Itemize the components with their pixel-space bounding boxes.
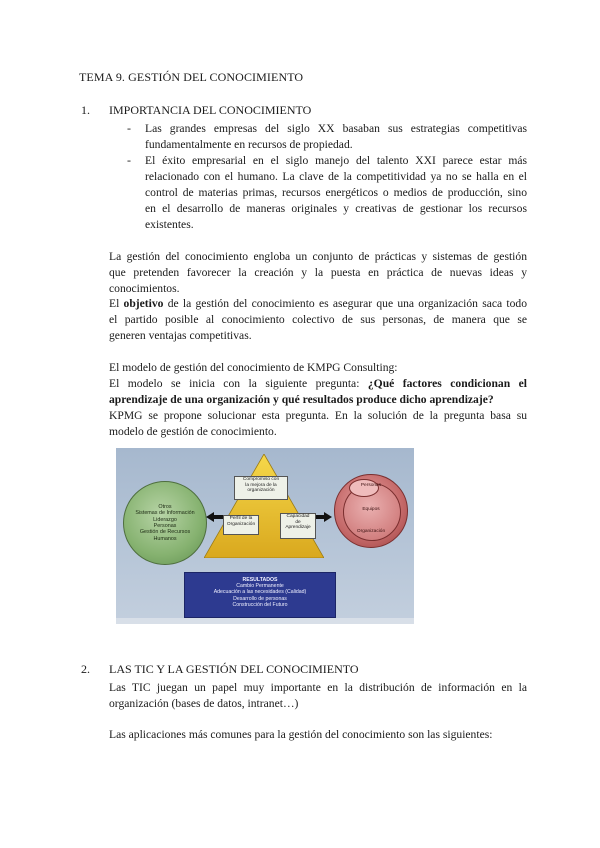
pyramid-left-label: Organización bbox=[226, 521, 256, 527]
figure-strip bbox=[116, 618, 414, 624]
results-item: Construcción del Futuro bbox=[232, 601, 288, 608]
kpmg-model-diagram bbox=[116, 448, 414, 624]
paragraph-tic bbox=[109, 680, 527, 712]
right-circle-label: Personas bbox=[360, 483, 382, 488]
bullet-2-line: en el desarrollo de maneras originales y creativas de gestionar los recursos bbox=[145, 202, 527, 215]
text-span: El bbox=[109, 297, 124, 310]
paragraph-kpmg-model bbox=[109, 360, 527, 440]
paragraph-line: conocimientos. bbox=[109, 282, 180, 295]
paragraph-line: modelo de gestión de conocimiento. bbox=[109, 425, 277, 438]
pyramid-top-label: Compromiso con bbox=[242, 477, 280, 482]
pyramid-right-label: de bbox=[295, 519, 301, 525]
paragraph-line: El modelo de gestión del conocimiento de KMPG Consulting: bbox=[109, 361, 398, 374]
section-1-number: 1. bbox=[81, 103, 90, 117]
paragraph-line: organización (bases de datos, intranet…) bbox=[109, 697, 299, 710]
paragraph-line: La gestión del conocimiento engloba un conjunto de prácticas y sistemas de gestión bbox=[109, 250, 527, 263]
paragraph-definition bbox=[109, 249, 527, 297]
bold-question-line: aprendizaje de una organización y qué resultados produce dicho aprendizaje? bbox=[109, 393, 494, 406]
right-circle-label: Organización bbox=[356, 529, 386, 534]
left-circle-label: Personas bbox=[153, 523, 177, 529]
results-box bbox=[184, 572, 336, 618]
section-2-number: 2. bbox=[81, 662, 90, 676]
bullet-dash: - bbox=[127, 153, 131, 167]
paragraph-line: Las TIC juegan un papel muy importante en la distribución de información en la bbox=[109, 681, 527, 694]
bullet-dash: - bbox=[127, 121, 131, 135]
results-item: Adecuación a las necesidades (Calidad) bbox=[213, 589, 307, 596]
bullet-1-text bbox=[145, 121, 527, 153]
paragraph-line bbox=[109, 296, 527, 312]
left-circle-label: Sistemas de Información bbox=[135, 510, 195, 517]
right-circle-ring bbox=[349, 479, 379, 497]
left-circle-label: Liderazgo bbox=[153, 516, 177, 523]
results-item: Cambio Permanente bbox=[236, 583, 284, 590]
paragraph-line: generen ventajas competitivas. bbox=[109, 329, 252, 342]
right-circle-label: Equipos bbox=[362, 507, 380, 512]
bullet-2-text bbox=[145, 153, 527, 233]
section-1-title: IMPORTANCIA DEL CONOCIMIENTO bbox=[109, 103, 312, 117]
left-circle-factors bbox=[123, 481, 207, 565]
pyramid-left-box bbox=[223, 515, 259, 535]
pyramid-right-label: Aprendizaje bbox=[285, 525, 311, 530]
bold-term-objetivo: objetivo bbox=[123, 297, 164, 310]
page-title: TEMA 9. GESTIÓN DEL CONOCIMIENTO bbox=[79, 70, 304, 84]
arrow-left-icon bbox=[206, 512, 214, 522]
pyramid-top-label: organización bbox=[247, 488, 275, 493]
left-circle-label: Humanos bbox=[153, 535, 177, 542]
paragraph-line: KPMG se propone solucionar esta pregunta. En la solución de la pregunta basa su bbox=[109, 409, 527, 422]
left-circle-label: Otros bbox=[158, 503, 172, 510]
pyramid-left-label: Perfil de la bbox=[229, 516, 253, 521]
results-item: Desarrollo de personas bbox=[233, 595, 287, 602]
bullet-2-line: relacionado con el humano. La clave de la competitividad ya no se halla en el bbox=[145, 170, 527, 183]
bullet-2-line: existentes. bbox=[145, 218, 194, 231]
paragraph-line: que pretenden favorecer la creación y la puesta en práctica de nuevas ideas y bbox=[109, 266, 527, 279]
section-2-title: LAS TIC Y LA GESTIÓN DEL CONOCIMIENTO bbox=[109, 662, 359, 676]
pyramid-top-box bbox=[234, 476, 288, 500]
paragraph-applications: Las aplicaciones más comunes para la gestión del conocimiento son las siguientes: bbox=[109, 728, 493, 741]
bold-question: ¿Qué factores condicionan el bbox=[367, 377, 527, 390]
results-heading: RESULTADOS bbox=[242, 577, 278, 583]
bullet-2-line: control de materias primas, recursos energéticos o medios de producción, sino bbox=[145, 186, 527, 199]
pyramid-right-label: Capacidad bbox=[286, 514, 310, 519]
bullet-2-line: El éxito empresarial en el siglo manejo del talento XXI parece estar más bbox=[145, 154, 527, 167]
pyramid-top-label: la mejora de la bbox=[245, 482, 277, 488]
pyramid-shape bbox=[204, 454, 324, 558]
paragraph-objective bbox=[109, 296, 527, 344]
pyramid-right-box bbox=[280, 513, 316, 539]
text-span: El modelo se inicia con la siguiente pregunta: bbox=[109, 377, 368, 390]
bullet-1-line: fundamentalmente en recursos de propiedad. bbox=[145, 138, 353, 151]
text-span: de la gestión del conocimiento es asegurar que una organización saca todo bbox=[163, 297, 527, 310]
right-circle-learning bbox=[334, 474, 408, 548]
paragraph-line bbox=[109, 376, 527, 392]
arrow-right-icon bbox=[324, 512, 332, 522]
left-circle-label: Gestión de Recursos bbox=[139, 529, 191, 536]
bullet-1-line: Las grandes empresas del siglo XX basaban sus estrategias competitivas bbox=[145, 122, 527, 135]
paragraph-line: el partido posible al conocimiento colectivo de sus personas, de manera que se bbox=[109, 313, 527, 326]
